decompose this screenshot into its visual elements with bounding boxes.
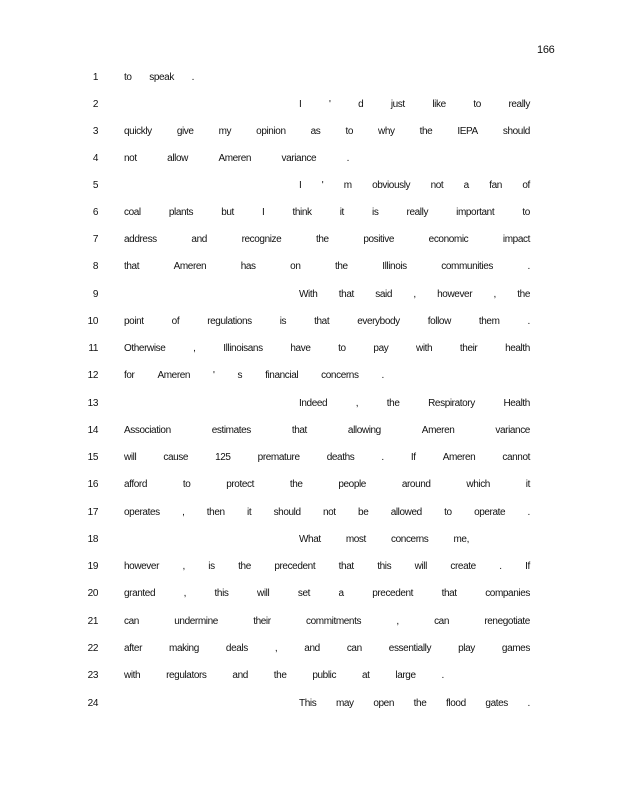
line-text: [299, 99, 530, 110]
line-number: 13: [87, 398, 98, 409]
word: my: [218, 126, 232, 137]
word: as: [310, 126, 321, 137]
line-text: [124, 425, 530, 436]
transcript-line: [0, 425, 618, 441]
word: is: [279, 316, 287, 327]
word: open: [373, 698, 394, 709]
line-number: 20: [87, 588, 98, 599]
word: may: [335, 698, 354, 709]
word: 125: [215, 452, 231, 463]
word: deals: [225, 643, 248, 654]
word: s: [237, 370, 243, 381]
word: me,: [453, 534, 469, 545]
line-number: 8: [92, 261, 98, 272]
line-number: 24: [87, 698, 98, 709]
word: precedent: [372, 588, 414, 599]
word: Ameren: [421, 425, 455, 436]
word: regulations: [207, 316, 252, 327]
word: set: [297, 588, 310, 599]
line-text: [124, 507, 530, 518]
word: communities: [441, 261, 494, 272]
word: after: [124, 643, 143, 654]
word: not: [322, 507, 336, 518]
transcript-line: [0, 72, 618, 88]
word: estimates: [211, 425, 251, 436]
word: on: [290, 261, 301, 272]
line-text: [124, 234, 530, 245]
transcript-line: [0, 670, 618, 686]
transcript-line: [0, 289, 618, 305]
word: ': [328, 99, 331, 110]
word: that: [314, 316, 330, 327]
word: it: [247, 507, 252, 518]
transcript-line: [0, 153, 618, 169]
word: that: [291, 425, 307, 436]
word: the: [289, 479, 303, 490]
word: a: [463, 180, 469, 191]
word: of: [171, 316, 180, 327]
word: this: [377, 561, 392, 572]
line-text: [124, 452, 530, 463]
line-text: [124, 643, 530, 654]
line-number: 2: [92, 99, 98, 110]
line-number: 19: [87, 561, 98, 572]
word: the: [315, 234, 329, 245]
word: not: [430, 180, 444, 191]
word: .: [381, 452, 384, 463]
word: IEPA: [457, 126, 478, 137]
line-text: [299, 289, 530, 300]
word: can: [434, 616, 450, 627]
word: give: [176, 126, 194, 137]
line-text: [299, 180, 530, 191]
word: have: [290, 343, 311, 354]
transcript-line: [0, 452, 618, 468]
word: everybody: [357, 316, 400, 327]
word: to: [345, 126, 353, 137]
word: really: [406, 207, 429, 218]
word: .: [527, 316, 530, 327]
word: Ameren: [173, 261, 207, 272]
word: Ameren: [442, 452, 476, 463]
transcript-line: [0, 534, 618, 550]
word: financial: [265, 370, 299, 381]
word: and: [191, 234, 207, 245]
word: people: [338, 479, 366, 490]
word: will: [414, 561, 427, 572]
word: With: [299, 289, 318, 300]
line-text: [124, 670, 444, 681]
line-text: [124, 316, 530, 327]
word: flood: [446, 698, 466, 709]
word: .: [499, 561, 502, 572]
word: with: [124, 670, 141, 681]
line-number: 18: [87, 534, 98, 545]
line-text: [124, 126, 530, 137]
word: operates: [124, 507, 160, 518]
word: Otherwise: [124, 343, 166, 354]
word: afford: [124, 479, 147, 490]
word: companies: [485, 588, 530, 599]
word: deaths: [326, 452, 355, 463]
word: economic: [428, 234, 469, 245]
line-text: [124, 616, 530, 627]
word: should: [273, 507, 301, 518]
transcript-line: [0, 343, 618, 359]
line-number: 12: [87, 370, 98, 381]
transcript-line: [0, 479, 618, 495]
word: to: [473, 99, 481, 110]
word: and: [232, 670, 248, 681]
word: this: [214, 588, 229, 599]
word: ,: [182, 561, 185, 572]
word: m: [343, 180, 352, 191]
word: ,: [493, 289, 496, 300]
word: Ameren: [157, 370, 191, 381]
word: Illinois: [382, 261, 407, 272]
word: why: [378, 126, 395, 137]
word: the: [386, 398, 400, 409]
line-text: [124, 479, 530, 490]
line-number: 3: [92, 126, 98, 137]
word: which: [466, 479, 490, 490]
transcript-line: [0, 507, 618, 523]
word: commitments: [306, 616, 362, 627]
word: it: [339, 207, 344, 218]
word: fan: [489, 180, 502, 191]
word: granted: [124, 588, 156, 599]
word: allowed: [390, 507, 422, 518]
transcript-line: [0, 180, 618, 196]
word: ': [321, 180, 324, 191]
line-text: [124, 343, 530, 354]
line-number: 23: [87, 670, 98, 681]
word: is: [372, 207, 379, 218]
word: ,: [355, 398, 359, 409]
word: however: [437, 289, 473, 300]
transcript-line: [0, 398, 618, 414]
word: speak: [149, 72, 174, 83]
word: operate: [474, 507, 506, 518]
word: to: [522, 207, 530, 218]
word: to: [338, 343, 346, 354]
word: is: [208, 561, 215, 572]
word: precedent: [274, 561, 316, 572]
word: What: [299, 534, 321, 545]
word: to: [182, 479, 191, 490]
word: Respiratory: [428, 398, 475, 409]
line-text: [124, 588, 530, 599]
word: If: [410, 452, 416, 463]
word: .: [527, 698, 530, 709]
word: concerns: [321, 370, 359, 381]
word: create: [450, 561, 476, 572]
line-text: [124, 207, 530, 218]
word: the: [238, 561, 251, 572]
line-text: [124, 72, 194, 83]
word: that: [338, 561, 354, 572]
word: can: [124, 616, 139, 627]
word: them: [478, 316, 500, 327]
word: coal: [124, 207, 141, 218]
word: the: [413, 698, 427, 709]
word: however: [124, 561, 159, 572]
word: just: [390, 99, 405, 110]
word: .: [381, 370, 384, 381]
word: the: [419, 126, 433, 137]
word: ,: [193, 343, 196, 354]
word: point: [124, 316, 144, 327]
word: variance: [495, 425, 530, 436]
line-text: [124, 561, 530, 572]
word: I: [299, 180, 302, 191]
word: gates: [485, 698, 508, 709]
word: allow: [167, 153, 188, 164]
word: ,: [183, 588, 187, 599]
word: address: [124, 234, 157, 245]
word: plants: [168, 207, 194, 218]
word: ,: [396, 616, 399, 627]
transcript-line: [0, 370, 618, 386]
word: the: [517, 289, 530, 300]
word: will: [124, 452, 137, 463]
line-number: 7: [92, 234, 98, 245]
word: Association: [124, 425, 171, 436]
word: Ameren: [218, 153, 252, 164]
transcript-line: [0, 588, 618, 604]
word: then: [206, 507, 225, 518]
line-number: 5: [92, 180, 98, 191]
word: .: [346, 153, 349, 164]
word: protect: [226, 479, 254, 490]
transcript-line: [0, 99, 618, 115]
word: to: [124, 72, 132, 83]
word: will: [257, 588, 270, 599]
word: opinion: [256, 126, 286, 137]
word: that: [338, 289, 354, 300]
word: of: [522, 180, 530, 191]
line-text: [299, 398, 530, 409]
word: their: [253, 616, 271, 627]
transcript-line: [0, 616, 618, 632]
transcript-line: [0, 698, 618, 714]
line-text: [299, 534, 469, 545]
word: and: [304, 643, 320, 654]
line-text: [124, 153, 349, 164]
word: to: [444, 507, 452, 518]
transcript-line: [0, 234, 618, 250]
line-number: 14: [87, 425, 98, 436]
line-number: 11: [88, 343, 98, 354]
line-number: 1: [92, 72, 98, 83]
word: .: [191, 72, 194, 83]
word: public: [312, 670, 337, 681]
line-number: 17: [87, 507, 98, 518]
word: should: [502, 126, 530, 137]
word: essentially: [388, 643, 432, 654]
word: large: [395, 670, 416, 681]
word: play: [458, 643, 475, 654]
word: .: [527, 261, 530, 272]
word: can: [346, 643, 362, 654]
line-text: [124, 261, 530, 272]
page-number: 166: [537, 44, 555, 56]
line-number: 22: [87, 643, 98, 654]
line-number: 15: [87, 452, 98, 463]
word: obviously: [372, 180, 411, 191]
line-number: 4: [92, 153, 98, 164]
line-number: 21: [87, 616, 98, 627]
transcript-line: [0, 316, 618, 332]
word: follow: [427, 316, 451, 327]
word: making: [169, 643, 199, 654]
word: allowing: [347, 425, 381, 436]
word: the: [273, 670, 287, 681]
word: games: [501, 643, 530, 654]
word: I: [262, 207, 265, 218]
word: health: [505, 343, 530, 354]
word: .: [527, 507, 530, 518]
word: d: [358, 99, 364, 110]
transcript-line: [0, 561, 618, 577]
word: important: [456, 207, 495, 218]
word: ,: [182, 507, 185, 518]
transcript-line: [0, 261, 618, 277]
word: at: [361, 670, 370, 681]
word: Health: [503, 398, 530, 409]
line-number: 16: [87, 479, 98, 490]
word: premature: [257, 452, 300, 463]
word: their: [459, 343, 478, 354]
word: cause: [163, 452, 189, 463]
word: the: [334, 261, 348, 272]
line-number: 6: [92, 207, 98, 218]
word: like: [432, 99, 446, 110]
word: with: [416, 343, 433, 354]
word: for: [124, 370, 135, 381]
word: most: [345, 534, 366, 545]
word: If: [525, 561, 530, 572]
word: said: [375, 289, 392, 300]
word: it: [525, 479, 530, 490]
word: regulators: [166, 670, 207, 681]
word: around: [401, 479, 431, 490]
word: quickly: [124, 126, 152, 137]
word: impact: [502, 234, 530, 245]
line-text: [299, 698, 530, 709]
word: that: [441, 588, 457, 599]
word: ': [213, 370, 215, 381]
word: Illinoisans: [223, 343, 263, 354]
word: be: [358, 507, 369, 518]
line-number: 10: [87, 316, 98, 327]
word: ,: [274, 643, 278, 654]
word: renegotiate: [484, 616, 530, 627]
word: but: [221, 207, 234, 218]
word: .: [441, 670, 444, 681]
transcript-line: [0, 126, 618, 142]
word: Indeed: [299, 398, 328, 409]
word: ,: [413, 289, 416, 300]
transcript-line: [0, 643, 618, 659]
word: really: [508, 99, 530, 110]
word: has: [240, 261, 256, 272]
transcript-line: [0, 207, 618, 223]
word: concerns: [391, 534, 429, 545]
word: that: [124, 261, 140, 272]
word: I: [299, 99, 302, 110]
word: This: [299, 698, 317, 709]
word: cannot: [502, 452, 530, 463]
word: not: [124, 153, 137, 164]
word: positive: [363, 234, 395, 245]
line-text: [124, 370, 384, 381]
line-number: 9: [92, 289, 98, 300]
word: think: [292, 207, 312, 218]
word: recognize: [241, 234, 282, 245]
word: pay: [373, 343, 389, 354]
word: undermine: [174, 616, 218, 627]
word: a: [338, 588, 344, 599]
word: variance: [281, 153, 317, 164]
